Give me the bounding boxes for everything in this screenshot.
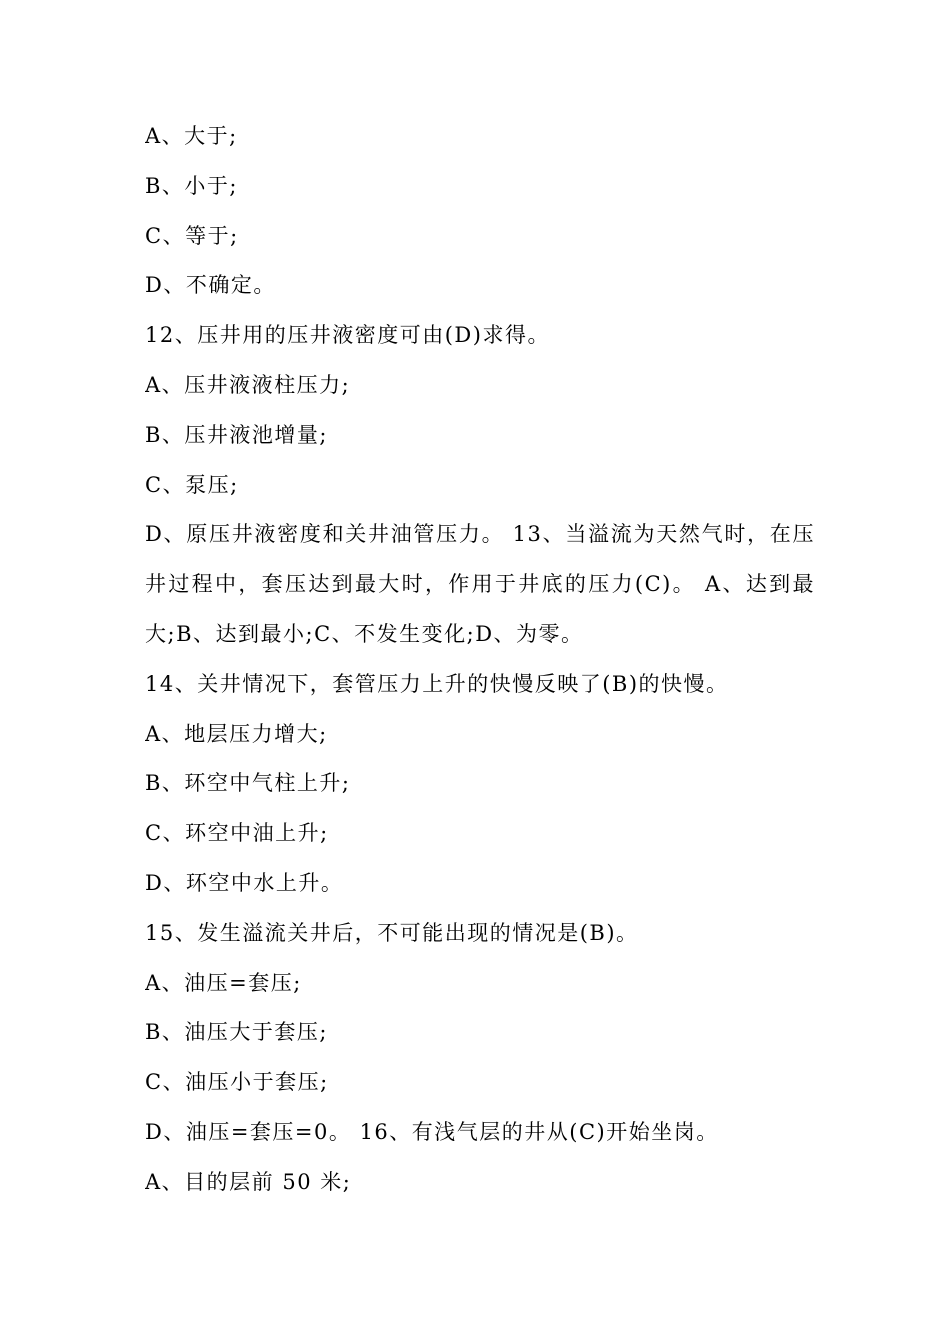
option-d-q15-and-question-16: D、油压=套压=0。 16、有浅气层的井从(C)开始坐岗。: [145, 1119, 719, 1144]
option-a-q11: A、大于;: [145, 124, 238, 148]
option-d-q12-and-question-13: D、原压井液密度和关井油管压力。 13、当溢流为天然气时，在压井过程中，套压达到最大时，作用于井底的压力(C)。 A、达到最大;B、达到最小;C、不发生变化;D、为零。: [145, 522, 815, 646]
option-c-q14: C、环空中油上升;: [145, 821, 329, 846]
option-b-q12: B、压井液池增量;: [145, 422, 329, 447]
question-12: 12、压井用的压井液密度可由(D)求得。: [145, 323, 550, 348]
option-b-q14: B、环空中气柱上升;: [145, 771, 351, 796]
option-d-q14: D、环空中水上升。: [145, 870, 344, 895]
option-d-q11: D、不确定。: [145, 273, 276, 298]
option-a-q16: A、目的层前 50 米;: [145, 1169, 352, 1194]
document-body: [145, 112, 815, 1208]
option-b-q15: B、油压大于套压;: [145, 1020, 329, 1045]
question-15: 15、发生溢流关井后，不可能出现的情况是(B)。: [145, 920, 639, 945]
option-a-q15: A、油压=套压;: [145, 970, 302, 995]
question-14: 14、关井情况下，套管压力上升的快慢反映了(B)的快慢。: [145, 671, 729, 696]
option-c-q12: C、泵压;: [145, 472, 239, 497]
option-b-q11: B、小于;: [145, 173, 239, 198]
option-c-q15: C、油压小于套压;: [145, 1070, 329, 1095]
option-c-q11: C、等于;: [145, 223, 239, 248]
option-a-q12: A、压井液液柱压力;: [145, 372, 351, 397]
option-a-q14: A、地层压力增大;: [145, 721, 328, 746]
